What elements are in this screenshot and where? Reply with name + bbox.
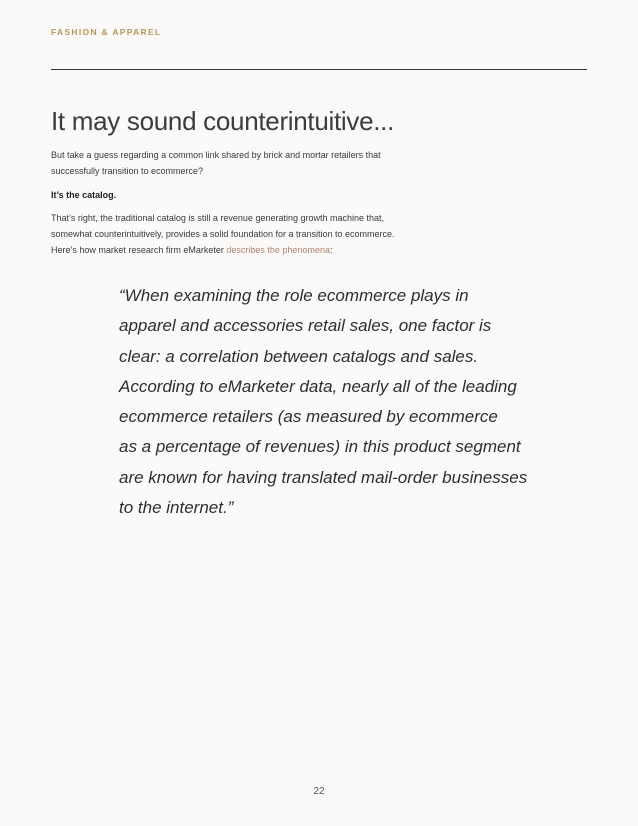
emphasis-text: It’s the catalog. bbox=[51, 190, 117, 200]
section-label: FASHION & APPAREL bbox=[51, 27, 162, 37]
quote-line: “When examining the role ecommerce plays in bbox=[119, 286, 469, 305]
page-number: 22 bbox=[313, 786, 325, 797]
quote-line: are known for having translated mail-order businesses bbox=[119, 467, 528, 487]
header-divider bbox=[51, 69, 587, 70]
body-paragraph bbox=[51, 210, 471, 258]
quote-line: ecommerce retailers (as measured by ecommerce bbox=[119, 407, 498, 427]
body-line-2: somewhat counterintuitively, provides a solid foundation for a transition to ecommerce. bbox=[51, 229, 395, 239]
intro-paragraph bbox=[51, 147, 471, 179]
phenomena-link[interactable]: describes the phenomena bbox=[226, 245, 330, 255]
quote-line: apparel and accessories retail sales, one factor is bbox=[119, 316, 492, 336]
quote-line: as a percentage of revenues) in this product segment bbox=[119, 437, 521, 457]
quote-line: to the internet.” bbox=[119, 498, 234, 518]
emarketer-quote bbox=[119, 281, 559, 523]
body-line-3-prefix: Here’s how market research firm eMarketer bbox=[51, 245, 227, 255]
intro-line-1: But take a guess regarding a common link shared by brick and mortar retailers that bbox=[51, 150, 381, 160]
intro-line-2: successfully transition to ecommerce? bbox=[51, 166, 204, 176]
quote-line: According to eMarketer data, nearly all of the leading bbox=[119, 376, 517, 396]
quote-line: clear: a correlation between catalogs and sales. bbox=[119, 346, 479, 366]
page-heading: It may sound counterintuitive... bbox=[51, 106, 395, 136]
body-line-1: That’s right, the traditional catalog is still a revenue generating growth machine that, bbox=[51, 213, 385, 223]
body-line-3-suffix: : bbox=[329, 245, 333, 255]
